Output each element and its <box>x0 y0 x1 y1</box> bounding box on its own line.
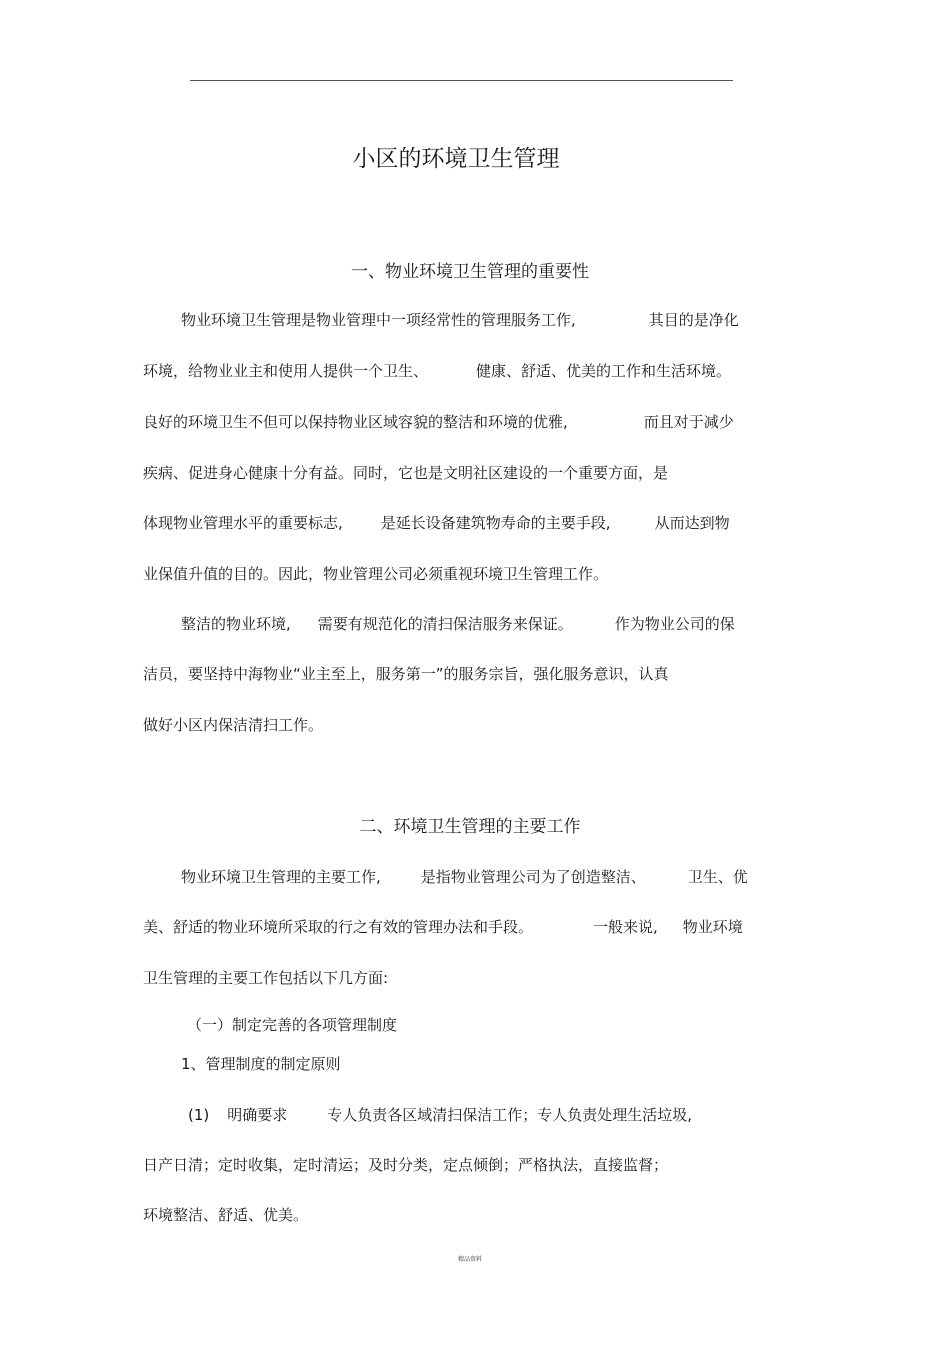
text-segment: 卫生、优 <box>687 868 748 886</box>
text-segment: 美、舒适的物业环境所采取的行之有效的管理办法和手段。 <box>143 918 534 936</box>
section-2-line-7 <box>143 1154 668 1176</box>
text-segment: 洁员，要坚持中海物业“业主至上，服务第一”的服务宗旨，强化服务意识，认真 <box>143 665 669 683</box>
text-segment: 物业环境卫生管理是物业管理中一项经常性的管理服务工作, <box>181 311 576 329</box>
section-1-heading: 一、物业环境卫生管理的重要性 <box>351 262 589 282</box>
page-footer: 精品资料 <box>457 1256 482 1263</box>
text-segment: 做好小区内保洁清扫工作。 <box>143 716 324 734</box>
text-segment: 从而达到物 <box>654 514 730 532</box>
text-segment: (1) <box>188 1106 210 1124</box>
text-segment: 卫生管理的主要工作包括以下几方面: <box>143 969 389 987</box>
section-2-line-3 <box>143 967 388 989</box>
section-2-line-6 <box>188 1104 692 1126</box>
text-segment: 是指物业管理公司为了创造整洁、 <box>420 868 646 886</box>
text-segment: 明确要求 <box>227 1106 288 1124</box>
text-segment: 需要有规范化的清扫保洁服务来保证。 <box>317 615 573 633</box>
text-segment: （一）制定完善的各项管理制度 <box>187 1016 398 1034</box>
text-segment: 是延长设备建筑物寿命的主要手段, <box>380 514 611 532</box>
section-1-line-8 <box>143 663 669 685</box>
text-segment: 业保值升值的目的。因此，物业管理公司必须重视环境卫生管理工作。 <box>143 565 609 583</box>
section-1-line-4 <box>143 462 668 484</box>
text-segment: 专人负责各区域清扫保洁工作；专人负责处理生活垃圾, <box>327 1106 693 1124</box>
text-segment: 作为物业公司的保 <box>614 615 735 633</box>
section-2-line-2 <box>143 916 743 938</box>
text-segment: 整洁的物业环境, <box>181 615 291 633</box>
section-1-line-9 <box>143 714 323 736</box>
text-segment: 日产日清；定时收集，定时清运；及时分类，定点倾倒；严格执法，直接监督； <box>143 1156 669 1174</box>
section-2-heading: 二、环境卫生管理的主要工作 <box>359 817 581 837</box>
section-2-line-8 <box>143 1204 308 1226</box>
section-1-line-6 <box>143 563 608 585</box>
section-1-line-3 <box>143 411 734 433</box>
text-segment: 物业环境 <box>682 918 743 936</box>
text-segment: 物业环境卫生管理的主要工作, <box>181 868 381 886</box>
section-1-line-2 <box>143 360 731 382</box>
header-rule <box>190 80 733 81</box>
section-2-line-5 <box>181 1053 341 1075</box>
section-2-line-4 <box>187 1014 397 1036</box>
text-segment: 环境整洁、舒适、优美。 <box>143 1206 309 1224</box>
text-segment: 健康、舒适、优美的工作和生活环境。 <box>476 362 732 380</box>
text-segment: 环境，给物业业主和使用人提供一个卫生、 <box>143 362 429 380</box>
section-1-line-5 <box>143 512 730 534</box>
text-segment: 其目的是净化 <box>648 311 739 329</box>
section-2-line-1 <box>181 866 748 888</box>
section-1-line-7 <box>181 613 735 635</box>
section-1-line-1 <box>181 309 739 331</box>
page-title: 小区的环境卫生管理 <box>352 146 560 172</box>
text-segment: 疾病、促进身心健康十分有益。同时，它也是文明社区建设的一个重要方面，是 <box>143 464 669 482</box>
text-segment: 良好的环境卫生不但可以保持物业区域容貌的整洁和环境的优雅, <box>143 413 568 431</box>
text-segment: 1、管理制度的制定原则 <box>181 1055 341 1073</box>
text-segment: 体现物业管理水平的重要标志, <box>143 514 343 532</box>
text-segment: 而且对于减少 <box>643 413 734 431</box>
text-segment: 一般来说, <box>593 918 658 936</box>
